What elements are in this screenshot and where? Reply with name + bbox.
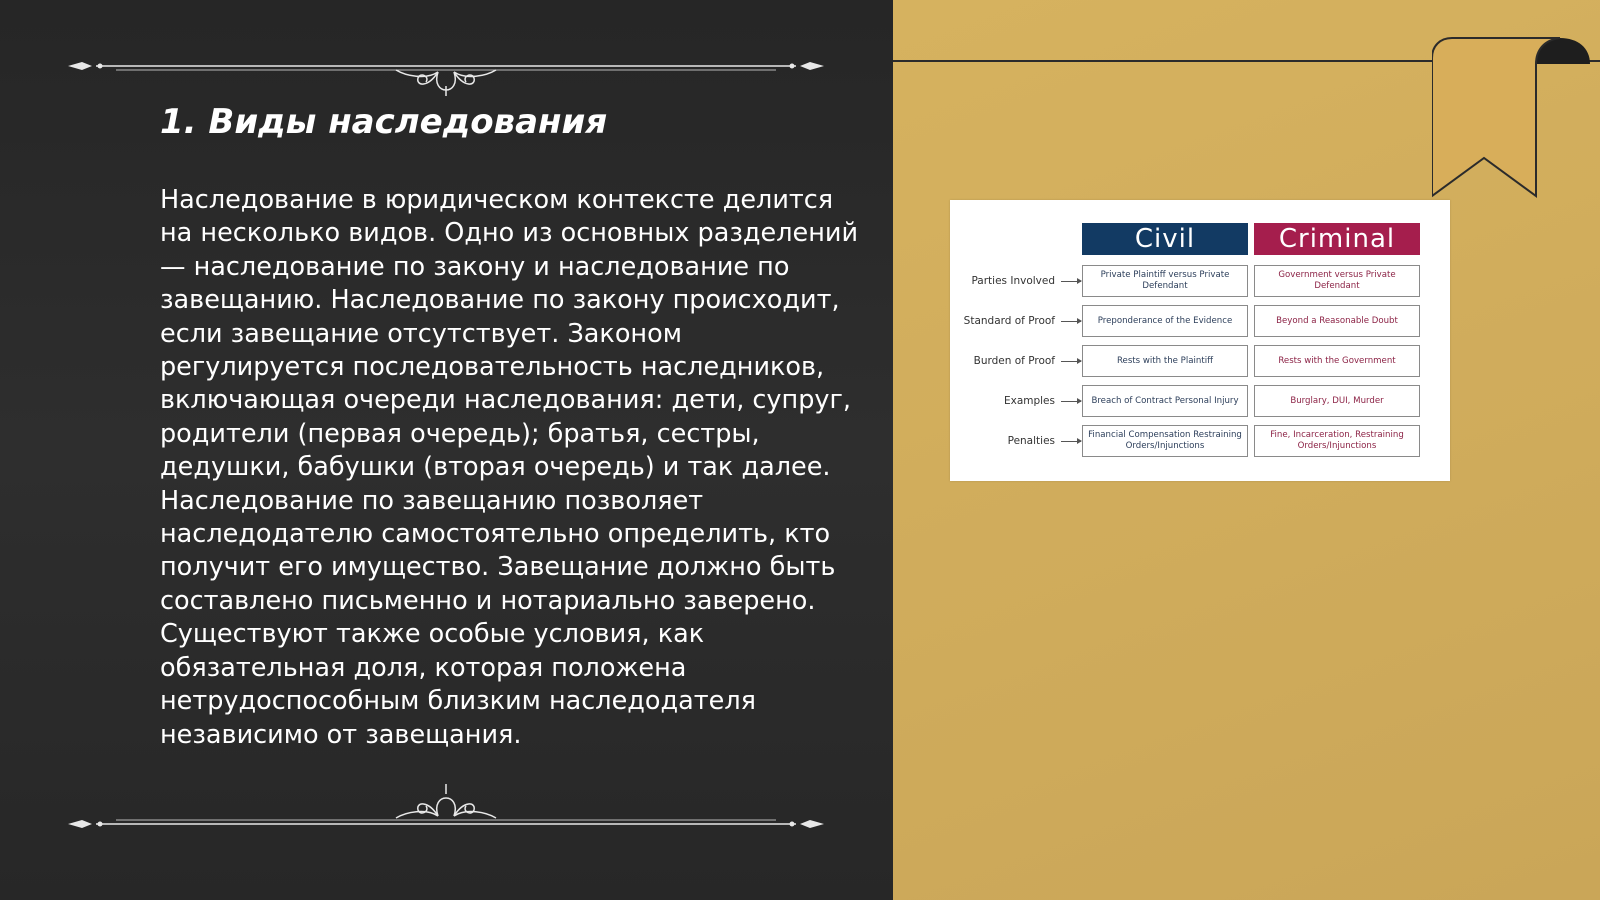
arrow-icon (1061, 361, 1081, 362)
civil-cell-examples: Breach of Contract Personal Injury (1082, 385, 1248, 417)
criminal-cell-burden: Rests with the Government (1254, 345, 1420, 377)
row-label-examples: Examples (1003, 395, 1055, 407)
arrow-icon (1061, 321, 1081, 322)
arrow-icon (1061, 401, 1081, 402)
row-label-burden: Burden of Proof (973, 355, 1055, 367)
body-paragraph: Наследование в юридическом контексте делится на несколько видов. Одно из основных разделений — наследование по закону и наследование по завещанию. Наследование по закону происходит, если завещание отсутствует. Законом регулируется последовательность наследников, включающая очереди наследования: дети, супруг, родители (первая очередь); братья, сестры, дедушки, бабушки (вторая очередь) и так далее. Наследование по завещанию позволяет наследодателю самостоятельно определить, кто получит его имущество. Завещание должно быть составлено письменно и нотариально заверено. Существуют также особые условия, как обязательная доля, которая положена нетрудоспособным близким наследодателя независимо от завещания. (160, 185, 859, 750)
civil-cell-parties: Private Plaintiff versus Private Defendant (1082, 265, 1248, 297)
row-label-standard: Standard of Proof (963, 315, 1055, 327)
arrow-icon (1061, 281, 1081, 282)
row-label-parties: Parties Involved (971, 275, 1055, 287)
civil-header: Civil (1082, 223, 1248, 255)
criminal-cell-parties: Government versus Private Defendant (1254, 265, 1420, 297)
criminal-header: Criminal (1254, 223, 1420, 255)
bookmark-ribbon-icon (1432, 34, 1600, 204)
top-ornament-divider (66, 46, 826, 96)
criminal-cell-examples: Burglary, DUI, Murder (1254, 385, 1420, 417)
civil-cell-burden: Rests with the Plaintiff (1082, 345, 1248, 377)
criminal-cell-penalties: Fine, Incarceration, Restraining Orders/Injunctions (1254, 425, 1420, 457)
civil-vs-criminal-chart (950, 200, 1450, 481)
civil-cell-standard: Preponderance of the Evidence (1082, 305, 1248, 337)
criminal-cell-standard: Beyond a Reasonable Doubt (1254, 305, 1420, 337)
slide-title: 1. Виды наследования (160, 102, 608, 142)
civil-cell-penalties: Financial Compensation Restraining Orders/Injunctions (1082, 425, 1248, 457)
row-label-penalties: Penalties (1007, 435, 1055, 447)
bottom-ornament-divider (66, 780, 826, 830)
arrow-icon (1061, 441, 1081, 442)
